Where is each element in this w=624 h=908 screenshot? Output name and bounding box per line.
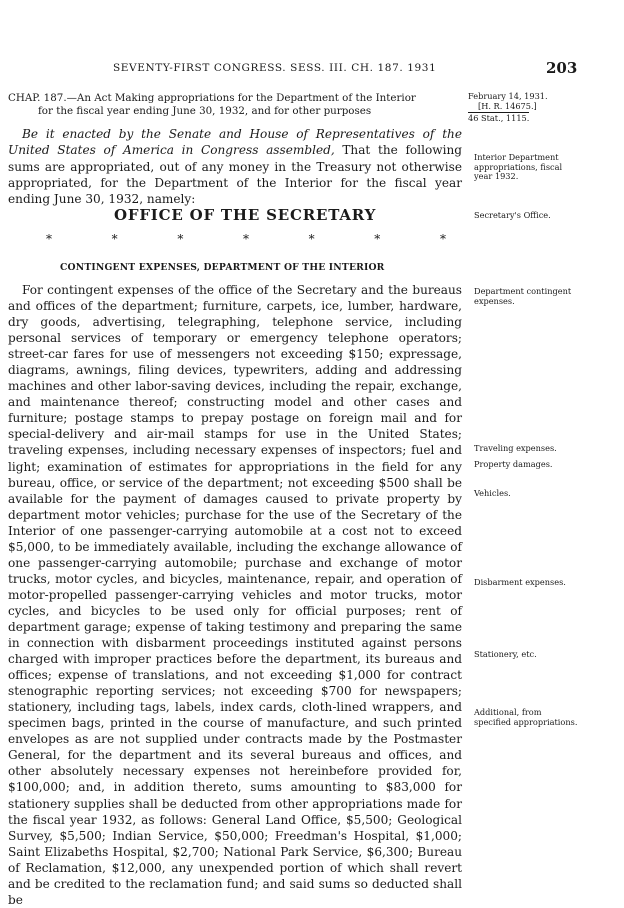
margin-note-stationery: Stationery, etc. [474, 649, 537, 659]
margin-note-additional: Additional, from specified appropriations. [474, 707, 578, 727]
ellipsis-stars [46, 232, 446, 246]
running-header [0, 59, 624, 82]
star: * [46, 232, 52, 246]
chapter-line-1: CHAP. 187.—An Act Making appropriations for the Department of the Interior [8, 92, 416, 104]
running-head: SEVENTY-FIRST CONGRESS. SESS. III. CH. 187. 1931 [113, 62, 437, 74]
margin-note-property: Property damages. [474, 459, 553, 469]
enacting-rest: That the following sums are appropriated, out of any money in the Treasury not otherwise appropriated, for the Department of the Interior for the fiscal year ending June 30, 1932, namely: [8, 143, 462, 207]
star: * [177, 232, 184, 246]
margin-note-disbarment: Disbarment expenses. [474, 577, 566, 587]
margin-bill: [H. R. 14675.] [478, 100, 537, 111]
office-heading: OFFICE OF THE SECRETARY [114, 206, 377, 224]
margin-note-vehicles: Vehicles. [474, 488, 511, 498]
page-number: 203 [546, 59, 578, 77]
margin-note-bill [468, 92, 574, 124]
margin-note-contingent: Department contingent expenses. [474, 286, 572, 306]
chapter-line-2: for the fiscal year ending June 30, 1932, and for other purposes [38, 104, 372, 117]
star: * [374, 232, 381, 246]
section-subheading: CONTINGENT EXPENSES, DEPARTMENT OF THE INTERIOR [60, 262, 385, 273]
margin-date: February 14, 1931. [468, 91, 548, 101]
star: * [308, 232, 315, 246]
star: * [111, 232, 118, 246]
star: * [439, 232, 446, 246]
margin-note-traveling: Traveling expenses. [474, 443, 557, 453]
enacting-clause [8, 126, 462, 207]
enacting-formula: Be it enacted by the Senate and House of Representatives of the United States of America in Congress assembled, [8, 127, 462, 158]
margin-note-secretary: Secretary's Office. [474, 210, 551, 220]
body-paragraph: For contingent expenses of the office of the Secretary and the bureaus and offices of the department; furniture, carpets, ice, lumber, hardware, dry goods, advertising, telegraphing, telephone service, including personal services of temporary or emergency telephone operators; street-car fares for use of messengers not exceeding $150; expressage, diagrams, awnings, filing devices, typewriters, adding and addressing machines and other labor-saving devices, including the repair, exchange, and maintenance thereof; constructing model and other cases and furniture; postage stamps to prepay postage on foreign mail and for special-delivery and air-mail stamps for use in the United States; traveling expenses, including necessary expenses of inspectors; fuel and light; examination of estimates for appropriations in the field for any bureau, office, or service of the department; not exceeding $500 shall be available for the payment of damages caused to private property by department motor vehicles; purchase for the use of the Secretary of the Interior of one passenger-carrying automobile at a cost not to exceed $5,000, to be immediately available, including the exchange allowance of one passenger-carrying automobile; purchase and exchange of motor trucks, motor cycles, and bicycles, maintenance, repair, and operation of motor-propelled passenger-carrying vehicles and motor trucks, motor cycles, and bicycles to be used only for official purposes; rent of department garage; expense of taking testimony and preparing the same in connection with disbarment proceedings instituted against persons charged with improper practices before the department, its bureaus and offices; expense of translations, and not exceeding $1,000 for contract stenographic reporting services; not exceeding $700 for newspapers; stationery, including tags, labels, index cards, cloth-lined wrappers, and specimen bags, printed in the course of manufacture, and such printed envelopes as are not supplied under contracts made by the Postmaster General, for the department and its several bureaus and offices, and other absolutely necessary expenses not hereinbefore provided for, $100,000; and, in addition thereto, sums amounting to $83,000 for stationery supplies shall be deducted from other appropriations made for the fiscal year 1932, as follows: General Land Office, $5,500; Geological Survey, $5,500; Indian Service, $50,000; Freedman's Hospital, $1,000; Saint Elizabeths Hospital, $2,700; National Park Service, $6,300; Bureau of Reclamation, $12,000, any unexpended portion of which shall revert and be credited to the reclamation fund; and said sums so deducted shall be [8, 283, 462, 907]
margin-statute: 46 Stat., 1115. [468, 113, 530, 124]
star: * [242, 232, 249, 246]
margin-note-interior: Interior Department appropriations, fiscal year 1932. [474, 152, 563, 182]
chapter-title [8, 92, 468, 117]
